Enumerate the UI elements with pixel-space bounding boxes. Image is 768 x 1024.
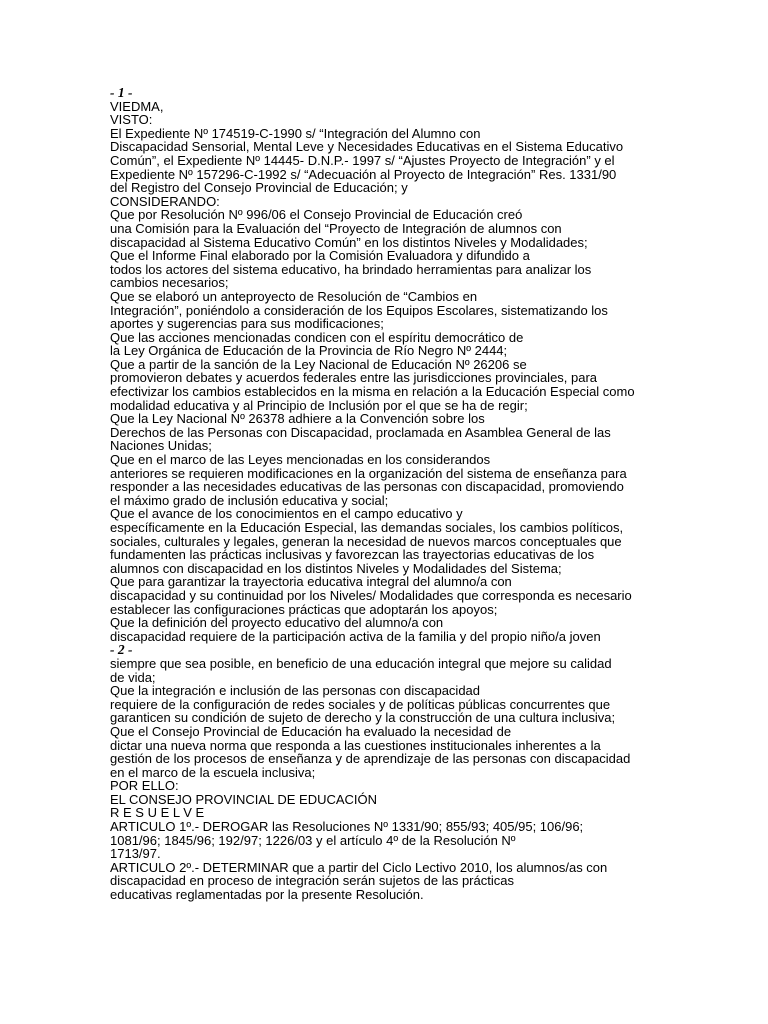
text-line: del Registro del Consejo Provincial de Educación; y <box>110 180 408 196</box>
text-line: ARTICULO 2º.- DETERMINAR que a partir del Ciclo Lectivo 2010, los alumnos/as con <box>110 859 608 875</box>
text-line: POR ELLO: <box>110 778 179 794</box>
text-line: Expediente Nº 157296-C-1992 s/ “Adecuación al Proyecto de Integración” Res. 1331/90 <box>110 166 617 182</box>
text-line: Que el Informe Final elaborado por la Comisión Evaluadora y difundido a <box>110 248 530 264</box>
text-line: garanticen su condición de sujeto de derecho y la construcción de una cultura inclusiva; <box>110 710 616 726</box>
text-line: Discapacidad Sensorial, Mental Leve y Necesidades Educativas en el Sistema Educativo <box>110 139 624 155</box>
text-line: Que la definición del proyecto educativo del alumno/a con <box>110 615 444 631</box>
text-line: requiere de la configuración de redes sociales y de políticas públicas concurrentes que <box>110 696 611 712</box>
text-line: aportes y sugerencias para sus modificaciones; <box>110 316 384 332</box>
text-line: Que el Consejo Provincial de Educación ha evaluado la necesidad de <box>110 723 512 739</box>
text-line: discapacidad requiere de la participación activa de la familia y del propio niño/a joven <box>110 628 601 644</box>
text-line: Que se elaboró un anteproyecto de Resolución de “Cambios en <box>110 288 478 304</box>
document-page <box>110 86 750 902</box>
text-line: Que el avance de los conocimientos en el campo educativo y <box>110 506 463 522</box>
text-line: EL CONSEJO PROVINCIAL DE EDUCACIÓN <box>110 791 378 807</box>
text-line: siempre que sea posible, en beneficio de una educación integral que mejore su calidad <box>110 655 612 671</box>
text-line: Común”, el Expediente Nº 14445- D.N.P.- 1997 s/ “Ajustes Proyecto de Integración” y el <box>110 152 615 168</box>
text-line: VIEDMA, <box>110 98 164 114</box>
text-line: en el marco de la escuela inclusiva; <box>110 764 316 780</box>
text-line: alumnos con discapacidad en los distintos Niveles y Modalidades del Sistema; <box>110 560 562 576</box>
text-line: gestión de los procesos de enseñanza y de aprendizaje de las personas con discapacidad <box>110 751 631 767</box>
text-line: una Comisión para la Evaluación del “Proyecto de Integración de alumnos con <box>110 220 562 236</box>
text-line: ARTICULO 1º.- DEROGAR las Resoluciones Nº 1331/90; 855/93; 405/95; 106/96; <box>110 819 584 835</box>
text-line: fundamenten las prácticas inclusivas y favorezcan las trayectorias educativas de los <box>110 547 595 563</box>
text-line: discapacidad en proceso de integración serán sujetos de las prácticas <box>110 873 514 889</box>
text-line: de vida; <box>110 669 156 685</box>
text-line: Que la integración e inclusión de las personas con discapacidad <box>110 683 481 699</box>
text-line: educativas reglamentadas por la presente Resolución. <box>110 887 424 903</box>
text-line: CONSIDERANDO: <box>110 193 220 209</box>
text-line: Que para garantizar la trayectoria educativa integral del alumno/a con <box>110 574 512 590</box>
text-line: establecer las configuraciones prácticas que adoptarán los apoyos; <box>110 601 498 617</box>
text-line: Naciones Unidas; <box>110 438 212 454</box>
text-line: El Expediente Nº 174519-C-1990 s/ “Integración del Alumno con <box>110 125 481 141</box>
text-line: promovieron debates y acuerdos federales entre las jurisdicciones provinciales, para <box>110 370 598 386</box>
text-line: Integración”, poniéndolo a consideración de los Equipos Escolares, sistematizando los <box>110 302 608 318</box>
text-line: dictar una nueva norma que responda a las cuestiones institucionales inherentes a la <box>110 737 601 753</box>
text-line: el máximo grado de inclusión educativa y social; <box>110 492 389 508</box>
text-line: específicamente en la Educación Especial, las demandas sociales, los cambios políticos, <box>110 520 624 535</box>
text-line: Que las acciones mencionadas condicen con el espíritu democrático de <box>110 329 524 345</box>
text-line: responder a las necesidades educativas de las personas con discapacidad, promoviendo <box>110 479 624 495</box>
text-line: efectivizar los cambios establecidos en la misma en relación a la Educación Especial como <box>110 384 635 400</box>
page-number: - 2 - <box>110 642 133 658</box>
text-line: discapacidad al Sistema Educativo Común” en los distintos Niveles y Modalidades; <box>110 234 588 250</box>
text-line: Derechos de las Personas con Discapacidad, proclamada en Asamblea General de las <box>110 424 611 440</box>
page-number: - 1 - <box>110 85 133 100</box>
text-line: cambios necesarios; <box>110 275 229 291</box>
text-line: modalidad educativa y al Principio de Inclusión por el que se ha de regir; <box>110 397 528 413</box>
text-line: VISTO: <box>110 112 153 128</box>
text-line: Que en el marco de las Leyes mencionadas en los considerandos <box>110 452 491 468</box>
text-line: 1081/96; 1845/96; 192/97; 1226/03 y el artículo 4º de la Resolución Nº <box>110 832 516 848</box>
text-line: Que por Resolución Nº 996/06 el Consejo Provincial de Educación creó <box>110 207 523 223</box>
text-line: Que a partir de la sanción de la Ley Nacional de Educación Nº 26206 se <box>110 356 527 372</box>
text-line: R E S U E L V E <box>110 805 205 821</box>
text-line: Que la Ley Nacional Nº 26378 adhiere a la Convención sobre los <box>110 411 485 427</box>
text-line: 1713/97. <box>110 846 161 862</box>
text-line: sociales, culturales y legales, generan la necesidad de nuevos marcos conceptuales que <box>110 533 622 549</box>
text-line: la Ley Orgánica de Educación de la Provincia de Río Negro Nº 2444; <box>110 343 508 359</box>
text-line: anteriores se requieren modificaciones en la organización del sistema de enseñanza para <box>110 465 627 481</box>
text-line: discapacidad y su continuidad por los Niveles/ Modalidades que corresponda es necesario <box>110 587 632 603</box>
text-line: todos los actores del sistema educativo, ha brindado herramientas para analizar los <box>110 261 592 277</box>
